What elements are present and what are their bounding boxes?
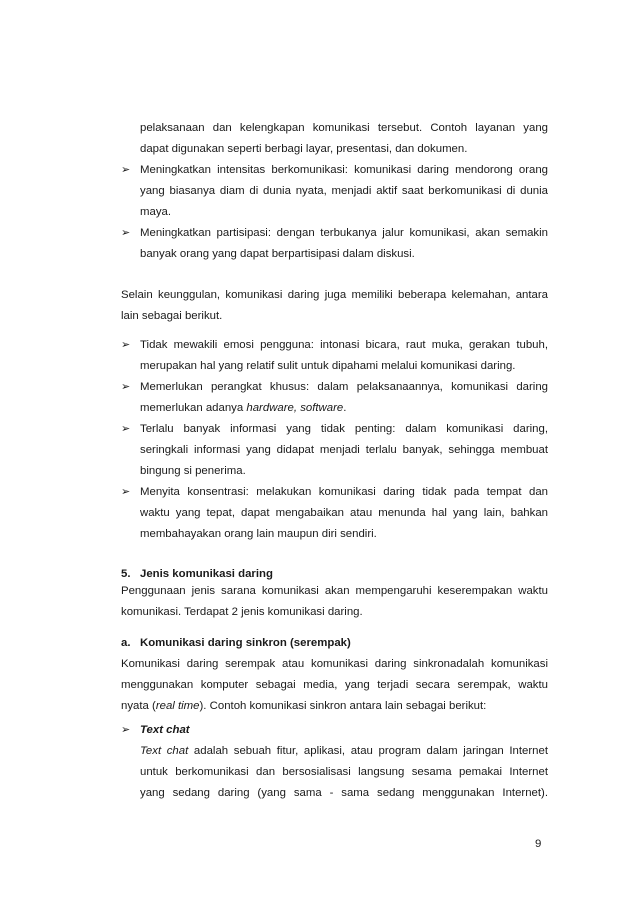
text-span: adalah sebuah fitur, aplikasi, atau program dalam jaringan Internet xyxy=(188,745,548,757)
bullet-line: Terlalu banyak informasi yang tidak penting: dalam komunikasi daring, xyxy=(140,423,548,435)
bullet-arrow-icon: ➢ xyxy=(121,227,131,239)
bullet-line: Tidak mewakili emosi pengguna: intonasi bicara, raut muka, gerakan tubuh, xyxy=(140,339,548,351)
bullet-line: banyak orang yang dapat berpartisipasi dalam diskusi. xyxy=(140,248,415,260)
italic-text: Text chat xyxy=(140,745,189,757)
text-span: nyata ( xyxy=(121,700,156,712)
paragraph-line xyxy=(140,744,548,758)
bullet-line xyxy=(140,401,548,415)
text-span: ). Contoh komunikasi sinkron antara lain sebagai berikut: xyxy=(199,700,487,712)
bullet-line: membahayakan orang lain maupun diri sendiri. xyxy=(140,528,377,540)
italic-text: real time xyxy=(155,700,200,712)
bullet-heading: Text chat xyxy=(140,724,190,736)
paragraph-line: Selain keunggulan, komunikasi daring juga memiliki beberapa kelemahan, antara xyxy=(121,289,548,301)
bullet-line: Memerlukan perangkat khusus: dalam pelaksanaannya, komunikasi daring xyxy=(140,381,548,393)
bullet-line: Meningkatkan intensitas berkomunikasi: komunikasi daring mendorong orang xyxy=(140,164,548,176)
bullet-arrow-icon: ➢ xyxy=(121,423,131,435)
paragraph-line xyxy=(121,699,548,713)
bullet-line: maya. xyxy=(140,206,172,218)
paragraph-line: menggunakan komputer sebagai media, yang terjadi secara serempak, waktu xyxy=(121,679,548,691)
paragraph-line: lain sebagai berikut. xyxy=(121,310,223,322)
text-span: . xyxy=(343,402,347,414)
bullet-line: seringkali informasi yang didapat menjadi terlalu banyak, sehingga membuat xyxy=(140,444,548,456)
paragraph-line: komunikasi. Terdapat 2 jenis komunikasi daring. xyxy=(121,606,363,618)
bullet-arrow-icon: ➢ xyxy=(121,724,131,736)
paragraph-line: yang sedang daring (yang sama - sama sedang menggunakan Internet). xyxy=(140,787,548,799)
paragraph-line: dapat digunakan seperti berbagi layar, presentasi, dan dokumen. xyxy=(140,143,468,155)
bullet-line: Menyita konsentrasi: melakukan komunikasi daring tidak pada tempat dan xyxy=(140,486,548,498)
paragraph-line: Komunikasi daring serempak atau komunikasi daring sinkronadalah komunikasi xyxy=(121,658,548,670)
bullet-arrow-icon: ➢ xyxy=(121,164,131,176)
bullet-arrow-icon: ➢ xyxy=(121,486,131,498)
paragraph-line: Penggunaan jenis sarana komunikasi akan mempengaruhi keserempakan waktu xyxy=(121,585,548,597)
italic-text: hardware, software xyxy=(246,402,344,414)
bullet-arrow-icon: ➢ xyxy=(121,381,131,393)
subsection-heading: a. Komunikasi daring sinkron (serempak) xyxy=(121,637,351,649)
paragraph-line: pelaksanaan dan kelengkapan komunikasi tersebut. Contoh layanan yang xyxy=(140,122,548,134)
bullet-line: yang biasanya diam di dunia nyata, menjadi aktif saat berkomunikasi di dunia xyxy=(140,185,548,197)
bullet-line: bingung si penerima. xyxy=(140,465,246,477)
bullet-line: Meningkatkan partisipasi: dengan terbukanya jalur komunikasi, akan semakin xyxy=(140,227,548,239)
bullet-line: merupakan hal yang relatif sulit untuk dipahami melalui komunikasi daring. xyxy=(140,360,516,372)
bullet-line: waktu yang tepat, dapat mengabaikan atau menunda hal yang lain, bahkan xyxy=(140,507,548,519)
page-number: 9 xyxy=(535,838,542,850)
paragraph-line: untuk berkomunikasi dan bersosialisasi langsung sesama pemakai Internet xyxy=(140,766,548,778)
text-span: memerlukan adanya xyxy=(140,402,247,414)
section-heading: 5. Jenis komunikasi daring xyxy=(121,568,273,580)
bullet-arrow-icon: ➢ xyxy=(121,339,131,351)
